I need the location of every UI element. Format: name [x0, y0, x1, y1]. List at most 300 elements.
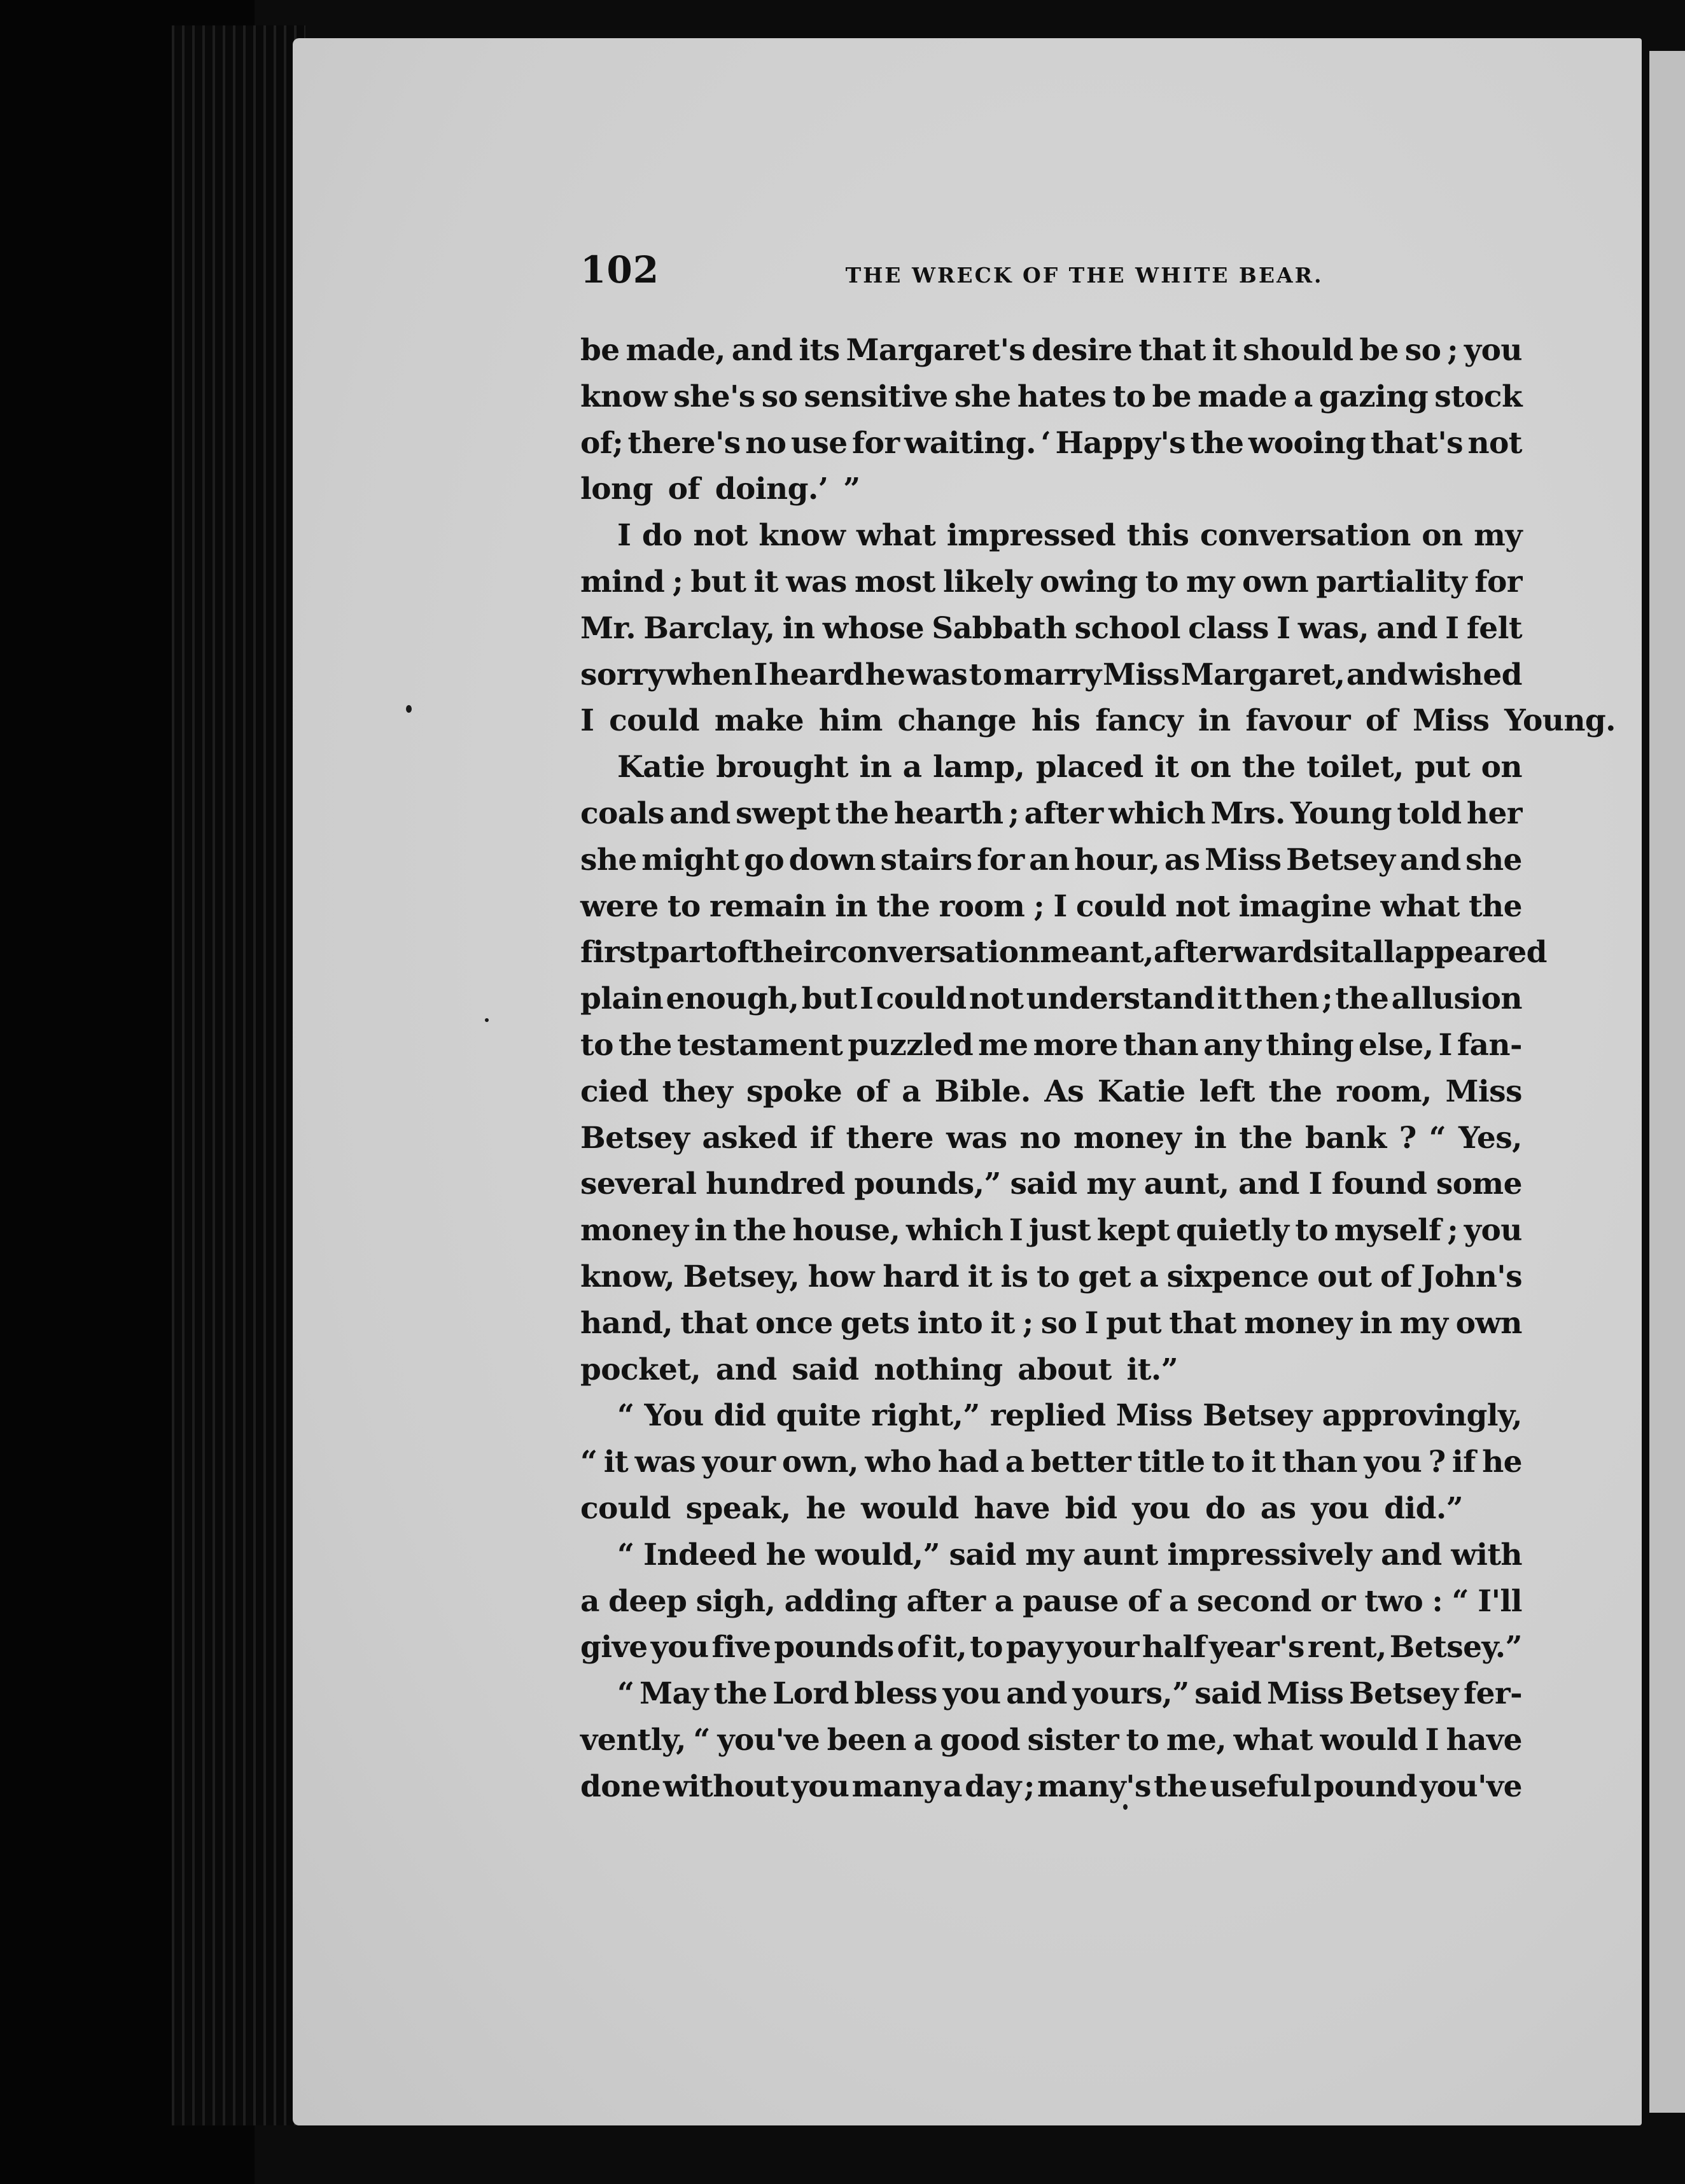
- word: “: [580, 1445, 598, 1480]
- text-line: [580, 1625, 1522, 1671]
- word: get: [1078, 1259, 1131, 1294]
- word: after: [1024, 795, 1103, 831]
- text-line: [580, 1301, 1522, 1347]
- word: but: [801, 981, 857, 1017]
- word: ;: [1322, 981, 1332, 1017]
- word: ‘: [1040, 425, 1051, 461]
- word: pounds: [774, 1630, 894, 1665]
- word: Margaret,: [1180, 657, 1345, 692]
- word: Miss: [1205, 842, 1282, 878]
- word: a: [994, 1583, 1014, 1619]
- word: said: [1010, 1166, 1077, 1202]
- text-line: [580, 606, 1522, 652]
- word: to: [580, 1027, 613, 1063]
- word: Miss: [1115, 1398, 1193, 1434]
- word: not: [693, 518, 748, 554]
- word: which: [905, 1213, 1003, 1249]
- word: and: [669, 795, 731, 831]
- word: pound: [1313, 1768, 1417, 1804]
- word: into: [917, 1305, 983, 1341]
- text-line: [580, 1254, 1522, 1301]
- word: once: [755, 1305, 833, 1341]
- word: John's: [1420, 1259, 1522, 1294]
- word: might: [641, 842, 739, 878]
- text-line: [580, 1023, 1522, 1069]
- word: marry: [1003, 657, 1101, 692]
- word: imagine: [1238, 888, 1372, 924]
- word: to: [1126, 1722, 1159, 1758]
- word: several: [580, 1166, 697, 1202]
- word: you: [942, 1676, 1001, 1712]
- word: hates: [1017, 379, 1107, 414]
- text-line: [580, 1764, 1522, 1810]
- word: You: [644, 1398, 704, 1434]
- word: made,: [626, 333, 725, 368]
- word: “: [1429, 1120, 1446, 1156]
- word: it: [603, 1445, 629, 1480]
- word: he: [766, 1537, 806, 1572]
- word: in: [1194, 1120, 1227, 1156]
- word: likely: [942, 564, 1032, 599]
- word: or: [1320, 1583, 1356, 1619]
- word: so: [1040, 1305, 1077, 1341]
- word: brought: [716, 750, 848, 785]
- word: she's: [673, 379, 755, 414]
- word: than: [1122, 1027, 1199, 1063]
- word: I: [1425, 1722, 1439, 1758]
- word: to: [968, 657, 1002, 692]
- word: should: [1243, 333, 1353, 368]
- word: it: [1212, 333, 1237, 368]
- word: I: [1308, 1166, 1322, 1202]
- word: the: [1190, 425, 1244, 461]
- word: gazing: [1318, 379, 1429, 414]
- text-line: [580, 328, 1522, 374]
- word: you've: [1420, 1768, 1522, 1804]
- word: sister: [1027, 1722, 1119, 1758]
- word: useful: [1210, 1768, 1311, 1804]
- word: hour,: [1074, 842, 1160, 878]
- word: that: [1138, 333, 1206, 368]
- page-edges: [172, 25, 305, 2125]
- word: Katie: [1097, 1074, 1185, 1109]
- text-line: [580, 1671, 1522, 1718]
- word: bank: [1305, 1120, 1387, 1156]
- word: aunt,: [1143, 1166, 1229, 1202]
- word: is: [1000, 1259, 1028, 1294]
- page-number: 102: [580, 248, 660, 291]
- word: could: [1075, 888, 1166, 924]
- word: quietly: [1176, 1213, 1289, 1249]
- word: :: [1432, 1583, 1443, 1619]
- word: could: [876, 981, 967, 1017]
- text-line: [580, 791, 1522, 837]
- word: no: [745, 425, 787, 461]
- word: to: [1145, 564, 1178, 599]
- text-line: [580, 1579, 1522, 1625]
- word: as: [1164, 842, 1200, 878]
- word: to: [667, 888, 701, 924]
- word: I: [859, 981, 874, 1017]
- word: it: [1217, 981, 1241, 1017]
- word: you: [791, 1768, 849, 1804]
- word: had: [937, 1445, 999, 1480]
- word: sorry: [580, 657, 664, 692]
- word: right,”: [871, 1398, 980, 1434]
- word: lamp,: [932, 750, 1025, 785]
- word: coals: [580, 795, 664, 831]
- word: toilet,: [1306, 750, 1404, 785]
- word: were: [580, 888, 659, 924]
- word: ;: [1447, 333, 1458, 368]
- word: after: [906, 1583, 986, 1619]
- word: in: [694, 1213, 727, 1249]
- word: the: [1468, 888, 1522, 924]
- word: waiting.: [904, 425, 1036, 461]
- text-line: [580, 513, 1522, 559]
- word: a: [902, 750, 922, 785]
- word: know: [759, 518, 846, 554]
- word: I: [753, 657, 767, 692]
- word: hearth: [893, 795, 1003, 831]
- word: in: [859, 750, 892, 785]
- word: then: [1244, 981, 1319, 1017]
- word: a: [1139, 1259, 1159, 1294]
- word: to: [1295, 1213, 1329, 1249]
- word: for: [1474, 564, 1522, 599]
- word: would: [1320, 1722, 1418, 1758]
- word: in: [1359, 1305, 1392, 1341]
- ink-speck: [485, 1018, 489, 1022]
- word: what: [1380, 888, 1460, 924]
- word: afterwards: [1153, 935, 1329, 970]
- word: have: [1446, 1722, 1522, 1758]
- word: approvingly,: [1322, 1398, 1522, 1434]
- word: all: [1353, 935, 1395, 970]
- word: hundred: [706, 1166, 845, 1202]
- word: “: [693, 1722, 710, 1758]
- word: two: [1364, 1583, 1423, 1619]
- word: said: [1194, 1676, 1262, 1712]
- word: be: [580, 333, 620, 368]
- word: which: [1108, 795, 1206, 831]
- word: own,: [781, 1445, 858, 1480]
- word: your: [1065, 1630, 1139, 1665]
- body-text: [580, 328, 1616, 1810]
- word: thing: [1266, 1027, 1353, 1063]
- word: five: [711, 1630, 771, 1665]
- word: puzzled: [848, 1027, 974, 1063]
- word: it: [990, 1305, 1015, 1341]
- word: than: [1282, 1445, 1357, 1480]
- word: when: [665, 657, 753, 692]
- word: just: [1029, 1213, 1091, 1249]
- word: what: [1233, 1722, 1313, 1758]
- word: school: [1074, 610, 1180, 646]
- word: their: [749, 935, 830, 970]
- word: Young: [1290, 795, 1392, 831]
- word: money: [1073, 1120, 1182, 1156]
- text-line: long of doing.’ ”: [580, 472, 860, 507]
- word: was: [634, 1445, 696, 1480]
- word: Katie: [617, 750, 705, 785]
- word: and: [1380, 1537, 1442, 1572]
- text-line: [580, 559, 1522, 606]
- word: hard: [883, 1259, 960, 1294]
- word: asked: [702, 1120, 797, 1156]
- word: ;: [1022, 1305, 1033, 1341]
- word: year's: [1209, 1630, 1304, 1665]
- word: I: [1009, 1213, 1023, 1249]
- text-line: [580, 1208, 1522, 1254]
- word: a: [902, 1074, 921, 1109]
- word: to: [1211, 1445, 1245, 1480]
- word: you: [1464, 1213, 1522, 1249]
- word: many's: [1037, 1768, 1151, 1804]
- word: my: [1025, 1537, 1074, 1572]
- word: and: [1376, 610, 1437, 646]
- word: “: [617, 1676, 634, 1712]
- word: bless: [854, 1676, 937, 1712]
- word: know: [580, 379, 668, 414]
- word: that: [1169, 1305, 1236, 1341]
- word: wooing: [1248, 425, 1366, 461]
- word: it: [1329, 935, 1354, 970]
- word: so: [761, 379, 798, 414]
- word: go: [744, 842, 785, 878]
- word: was: [906, 657, 968, 692]
- word: but: [690, 564, 746, 599]
- word: half: [1142, 1630, 1206, 1665]
- word: a: [1168, 1583, 1188, 1619]
- page-header: [580, 248, 1522, 305]
- word: meant,: [1040, 935, 1154, 970]
- word: so: [1404, 333, 1441, 368]
- word: use: [790, 425, 848, 461]
- word: her: [1466, 795, 1522, 831]
- word: on: [1481, 750, 1522, 785]
- word: hand,: [580, 1305, 673, 1341]
- word: Mrs.: [1210, 795, 1285, 831]
- word: of: [717, 935, 750, 970]
- text-line: [580, 374, 1522, 421]
- word: of: [1380, 1259, 1413, 1294]
- word: replied: [989, 1398, 1106, 1434]
- ink-speck: [406, 705, 412, 713]
- word: own: [1455, 1305, 1522, 1341]
- word: if: [809, 1120, 834, 1156]
- text-line: [580, 1161, 1522, 1208]
- word: the: [713, 1676, 767, 1712]
- word: Miss: [1445, 1074, 1522, 1109]
- word: placed: [1035, 750, 1143, 785]
- word: she: [954, 379, 1011, 414]
- word: conversation: [1199, 518, 1411, 554]
- word: of;: [580, 425, 624, 461]
- word: how: [808, 1259, 874, 1294]
- word: sixpence: [1166, 1259, 1309, 1294]
- word: it: [1154, 750, 1179, 785]
- word: sigh,: [696, 1583, 776, 1619]
- text-line: [580, 1718, 1522, 1764]
- word: you: [650, 1630, 709, 1665]
- word: Betsey,: [683, 1259, 800, 1294]
- word: Happy's: [1055, 425, 1186, 461]
- word: out: [1317, 1259, 1372, 1294]
- word: on: [1189, 750, 1231, 785]
- word: I: [1438, 1027, 1452, 1063]
- word: better: [1030, 1445, 1131, 1480]
- word: ;: [1033, 888, 1045, 924]
- word: they: [662, 1074, 733, 1109]
- word: there's: [627, 425, 741, 461]
- word: vently,: [580, 1722, 686, 1758]
- word: allusion: [1391, 981, 1522, 1017]
- word: Barclay,: [643, 610, 775, 646]
- word: the: [1239, 1120, 1293, 1156]
- text-line: [580, 1439, 1522, 1486]
- word: ;: [1024, 1768, 1035, 1804]
- word: this: [1126, 518, 1189, 554]
- facing-page-edge: [1649, 51, 1685, 2113]
- word: I: [1084, 1305, 1098, 1341]
- word: that's: [1370, 425, 1464, 461]
- word: plain: [580, 981, 664, 1017]
- word: your: [702, 1445, 776, 1480]
- word: “: [617, 1537, 634, 1572]
- word: it: [1251, 1445, 1276, 1480]
- word: a: [1005, 1445, 1024, 1480]
- word: she: [1465, 842, 1522, 878]
- word: for: [852, 425, 900, 461]
- text-line: [580, 652, 1522, 699]
- word: ;: [1447, 1213, 1458, 1249]
- word: not: [1175, 888, 1230, 924]
- word: else,: [1359, 1027, 1434, 1063]
- word: you've: [717, 1722, 820, 1758]
- word: pause: [1023, 1583, 1119, 1619]
- word: I: [1445, 610, 1459, 646]
- word: stock: [1434, 379, 1522, 414]
- word: I: [617, 518, 631, 554]
- word: conversation: [829, 935, 1040, 970]
- word: in: [782, 610, 815, 646]
- word: Mr.: [580, 610, 636, 646]
- word: for: [977, 842, 1024, 878]
- word: a: [1293, 379, 1313, 414]
- word: be: [1359, 333, 1399, 368]
- word: more: [1033, 1027, 1118, 1063]
- word: gets: [840, 1305, 910, 1341]
- word: swept: [735, 795, 830, 831]
- word: kept: [1096, 1213, 1170, 1249]
- text-line: pocket, and said nothing about it.”: [580, 1352, 1178, 1387]
- word: As: [1044, 1074, 1084, 1109]
- text-line: [580, 1069, 1522, 1116]
- word: Miss: [1267, 1676, 1344, 1712]
- word: house,: [792, 1213, 900, 1249]
- word: pounds,”: [854, 1166, 1001, 1202]
- word: whose: [822, 610, 925, 646]
- word: was: [946, 1120, 1007, 1156]
- word: the: [876, 888, 930, 924]
- word: “: [617, 1398, 634, 1434]
- word: the: [1335, 981, 1389, 1017]
- word: ?: [1399, 1120, 1416, 1156]
- word: the: [732, 1213, 787, 1249]
- word: of: [897, 1630, 929, 1665]
- text-line: [580, 884, 1522, 930]
- word: Sabbath: [932, 610, 1067, 646]
- word: mind: [580, 564, 665, 599]
- word: made: [1198, 379, 1287, 414]
- word: room: [939, 888, 1025, 924]
- word: a: [913, 1722, 933, 1758]
- word: part: [649, 935, 718, 970]
- word: and: [731, 333, 793, 368]
- word: who: [865, 1445, 932, 1480]
- text-line: [580, 1532, 1522, 1579]
- word: deep: [608, 1583, 687, 1619]
- word: the: [618, 1027, 672, 1063]
- text-line: [580, 1116, 1522, 1162]
- word: money: [580, 1213, 689, 1249]
- word: the: [1268, 1074, 1322, 1109]
- word: Betsey: [1286, 842, 1395, 878]
- word: yours,”: [1072, 1676, 1189, 1712]
- word: put: [1106, 1305, 1162, 1341]
- text-line: [580, 930, 1547, 976]
- word: been: [827, 1722, 907, 1758]
- text-line: [580, 837, 1522, 884]
- word: he: [1482, 1445, 1522, 1480]
- text-line: I could make him change his fancy in favour of Miss Young.: [580, 703, 1616, 739]
- word: quite: [776, 1398, 862, 1434]
- word: a: [943, 1768, 962, 1804]
- word: Lord: [773, 1676, 849, 1712]
- word: down: [788, 842, 876, 878]
- word: did: [713, 1398, 766, 1434]
- word: Yes,: [1458, 1120, 1522, 1156]
- word: adding: [784, 1583, 898, 1619]
- word: you: [1464, 333, 1522, 368]
- word: of: [1128, 1583, 1160, 1619]
- word: do: [641, 518, 682, 554]
- word: he: [865, 657, 905, 692]
- word: good: [939, 1722, 1020, 1758]
- word: know,: [580, 1259, 675, 1294]
- word: on: [1422, 518, 1463, 554]
- word: there: [846, 1120, 933, 1156]
- word: May: [640, 1676, 709, 1712]
- word: most: [854, 564, 935, 599]
- word: Betsey.”: [1389, 1630, 1522, 1665]
- word: and: [1346, 657, 1408, 692]
- word: aunt: [1082, 1537, 1158, 1572]
- word: was,: [1297, 610, 1369, 646]
- word: wished: [1408, 657, 1522, 692]
- word: many: [851, 1768, 940, 1804]
- word: to: [1036, 1259, 1070, 1294]
- word: and: [1399, 842, 1461, 878]
- word: not: [1467, 425, 1522, 461]
- word: impressed: [946, 518, 1116, 554]
- word: was: [786, 564, 847, 599]
- word: Miss: [1102, 657, 1180, 692]
- text-line: could speak, he would have bid you do as you did.”: [580, 1490, 1464, 1526]
- word: owing: [1039, 564, 1138, 599]
- word: to: [970, 1630, 1003, 1665]
